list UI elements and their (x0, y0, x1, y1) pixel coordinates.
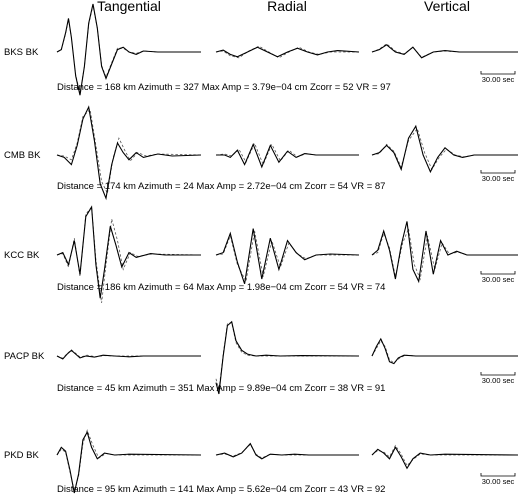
station-row (4, 430, 518, 495)
scale-bar-line (481, 271, 515, 274)
synthetic-trace-vertical (372, 341, 518, 363)
station-rows (4, 4, 518, 495)
scale-bar-label: 30.00 sec (481, 477, 515, 486)
station-info: Distance = 186 km Azimuth = 64 Max Amp = 1.98e−04 cm Zcorr = 54 VR = 74 (57, 282, 386, 293)
scale-bar-line (481, 473, 515, 476)
observed-trace-tangential (57, 350, 201, 359)
scale-bar-label: 30.00 sec (481, 376, 515, 385)
synthetic-trace-tangential (57, 5, 201, 93)
station-row (4, 322, 518, 394)
synthetic-trace-vertical (372, 446, 518, 466)
scale-bar-label: 30.00 sec (481, 174, 515, 183)
station-info: Distance = 168 km Azimuth = 327 Max Amp = 3.79e−04 cm Zcorr = 52 VR = 97 (57, 82, 391, 93)
station-label: KCC BK (4, 250, 40, 261)
observed-trace-vertical (372, 447, 518, 468)
synthetic-trace-radial (216, 144, 359, 165)
column-titles (97, 0, 470, 14)
observed-trace-radial (216, 444, 359, 459)
column-title-vertical: Vertical (424, 0, 470, 14)
scale-bar-label: 30.00 sec (481, 275, 515, 284)
station-label: PKD BK (4, 450, 39, 461)
observed-trace-vertical (372, 221, 518, 281)
synthetic-trace-vertical (372, 129, 518, 170)
station-info: Distance = 174 km Azimuth = 24 Max Amp = 2.72e−04 cm Zcorr = 54 VR = 87 (57, 181, 386, 192)
observed-trace-vertical (372, 126, 518, 172)
scale-bar (481, 271, 515, 284)
station-row (4, 107, 518, 198)
synthetic-trace-radial (216, 231, 359, 281)
scale-bar-line (481, 71, 515, 74)
station-label: CMB BK (4, 150, 41, 161)
synthetic-trace-tangential (57, 430, 201, 491)
scale-bar-line (481, 372, 515, 375)
scale-bar (481, 372, 515, 385)
scale-bar (481, 473, 515, 486)
scale-bar-label: 30.00 sec (481, 75, 515, 84)
scale-bar-line (481, 170, 515, 173)
observed-trace-radial (216, 47, 359, 57)
column-title-tangential: Tangential (97, 0, 161, 14)
observed-trace-radial (216, 229, 359, 284)
scale-bar (481, 170, 515, 183)
column-title-radial: Radial (267, 0, 307, 14)
station-row (4, 4, 518, 95)
station-info: Distance = 95 km Azimuth = 141 Max Amp = 5.62e−04 cm Zcorr = 43 VR = 92 (57, 484, 386, 495)
station-label: BKS BK (4, 47, 39, 58)
station-row (4, 207, 518, 303)
observed-trace-vertical (372, 339, 518, 364)
scale-bar (481, 71, 515, 84)
station-info: Distance = 45 km Azimuth = 351 Max Amp = 9.89e−04 cm Zcorr = 38 VR = 91 (57, 383, 386, 394)
station-label: PACP BK (4, 351, 45, 362)
observed-trace-radial (216, 144, 359, 167)
synthetic-trace-radial (216, 444, 359, 458)
